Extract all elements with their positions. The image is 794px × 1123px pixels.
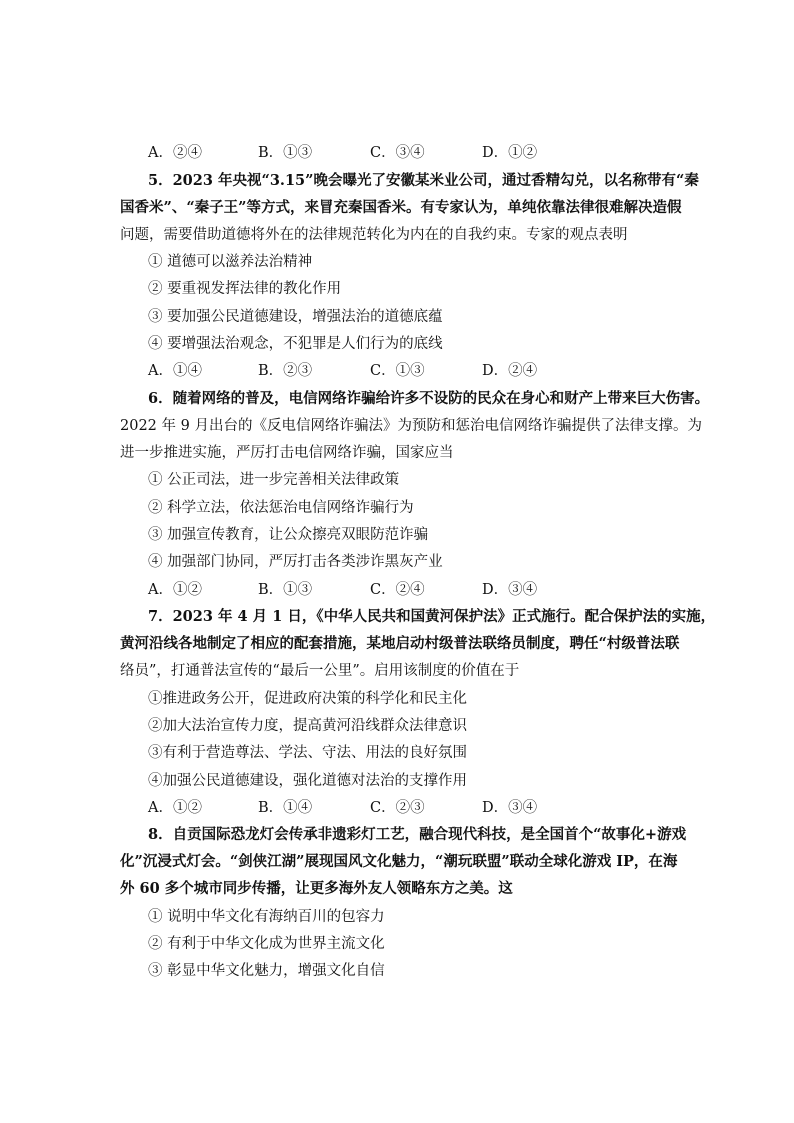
q6-stem-line: 2022 年 9 月出台的《反电信网络诈骗法》为预防和惩治电信网络诈骗提供了法律支撑。为 <box>120 418 702 434</box>
q6-option: ① 公正司法，进一步完善相关法律政策 <box>148 472 400 488</box>
q4-choice-a[interactable]: A．②④ <box>148 145 202 161</box>
q6-choices <box>148 580 608 600</box>
q5-stem-line: 5．2023 年央视“3.15”晚会曝光了安徽某米业公司，通过香精勾兑，以名称带有“秦 <box>148 172 699 189</box>
q8-stem-line: 8．自贡国际恐龙灯会传承非遗彩灯工艺，融合现代科技，是全国首个“故事化+游戏 <box>148 826 687 843</box>
q6-option: ③ 加强宣传教育，让公众擦亮双眼防范诈骗 <box>148 527 429 543</box>
q7-option: ②加大法治宣传力度，提高黄河沿线群众法律意识 <box>148 718 467 734</box>
q7-option: ④加强公民道德建设，强化道德对法治的支撑作用 <box>148 773 467 789</box>
q4-choice-b[interactable]: B．①③ <box>258 145 313 161</box>
q4-choice-d[interactable]: D．①② <box>482 145 538 161</box>
q8-stem-line: 化”沉浸式灯会。“剑侠江湖”展现国风文化魅力，“潮玩联盟”联动全球化游戏 IP，在海 <box>120 853 678 870</box>
q6-choice-c[interactable]: C．②④ <box>370 582 425 598</box>
q5-choice-c[interactable]: C．①③ <box>370 363 425 379</box>
q5-option: ② 要重视发挥法律的教化作用 <box>148 281 342 297</box>
q7-option: ①推进政务公开，促进政府决策的科学化和民主化 <box>148 691 467 707</box>
q5-choice-d[interactable]: D．②④ <box>482 363 538 379</box>
q7-stem-line: 络员”，打通普法宣传的“最后一公里”。启用该制度的价值在于 <box>120 663 520 679</box>
q4-choice-c[interactable]: C．③④ <box>370 145 425 161</box>
q5-option: ④ 要增强法治观念，不犯罪是人们行为的底线 <box>148 336 443 352</box>
q6-choice-b[interactable]: B．①③ <box>258 582 313 598</box>
q6-option: ② 科学立法，依法惩治电信网络诈骗行为 <box>148 500 414 516</box>
q5-choices <box>148 361 608 381</box>
q7-stem-line: 7．2023 年 4 月 1 日，《中华人民共和国黄河保护法》正式施行。配合保护法的实施， <box>148 608 716 625</box>
q8-option: ③ 彰显中华文化魅力，增强文化自信 <box>148 963 385 979</box>
q5-choice-a[interactable]: A．①④ <box>148 363 202 379</box>
q5-stem-line: 国香米”、“秦子王”等方式，来冒充秦国香米。有专家认为，单纯依靠法律很难解决造假 <box>120 199 682 216</box>
q5-option: ③ 要加强公民道德建设，增强法治的道德底蕴 <box>148 309 443 325</box>
q6-stem-line: 6．随着网络的普及，电信网络诈骗给许多不设防的民众在身心和财产上带来巨大伤害。 <box>148 390 710 407</box>
q6-stem-line: 进一步推进实施，严厉打击电信网络诈骗，国家应当 <box>120 445 454 461</box>
q7-choice-d[interactable]: D．③④ <box>482 800 538 816</box>
q7-option: ③有利于营造尊法、学法、守法、用法的良好氛围 <box>148 745 467 761</box>
q5-option: ① 道德可以滋养法治精神 <box>148 254 313 270</box>
q7-stem-line: 黄河沿线各地制定了相应的配套措施，某地启动村级普法联络员制度，聘任“村级普法联 <box>120 635 680 652</box>
q7-choice-a[interactable]: A．①② <box>148 800 202 816</box>
q7-choice-c[interactable]: C．②③ <box>370 800 425 816</box>
q6-choice-a[interactable]: A．①② <box>148 582 202 598</box>
q8-stem-line: 外 60 多个城市同步传播，让更多海外友人领略东方之美。这 <box>120 880 513 897</box>
q7-choice-b[interactable]: B．①④ <box>258 800 313 816</box>
q4-choices <box>148 143 608 163</box>
q8-option: ① 说明中华文化有海纳百川的包容力 <box>148 909 385 925</box>
q6-choice-d[interactable]: D．③④ <box>482 582 538 598</box>
q7-choices <box>148 798 608 818</box>
q5-choice-b[interactable]: B．②③ <box>258 363 313 379</box>
q5-stem-line: 问题，需要借助道德将外在的法律规范转化为内在的自我约束。专家的观点表明 <box>120 227 628 243</box>
q6-option: ④ 加强部门协同，严厉打击各类涉诈黑灰产业 <box>148 554 443 570</box>
q8-option: ② 有利于中华文化成为世界主流文化 <box>148 936 385 952</box>
